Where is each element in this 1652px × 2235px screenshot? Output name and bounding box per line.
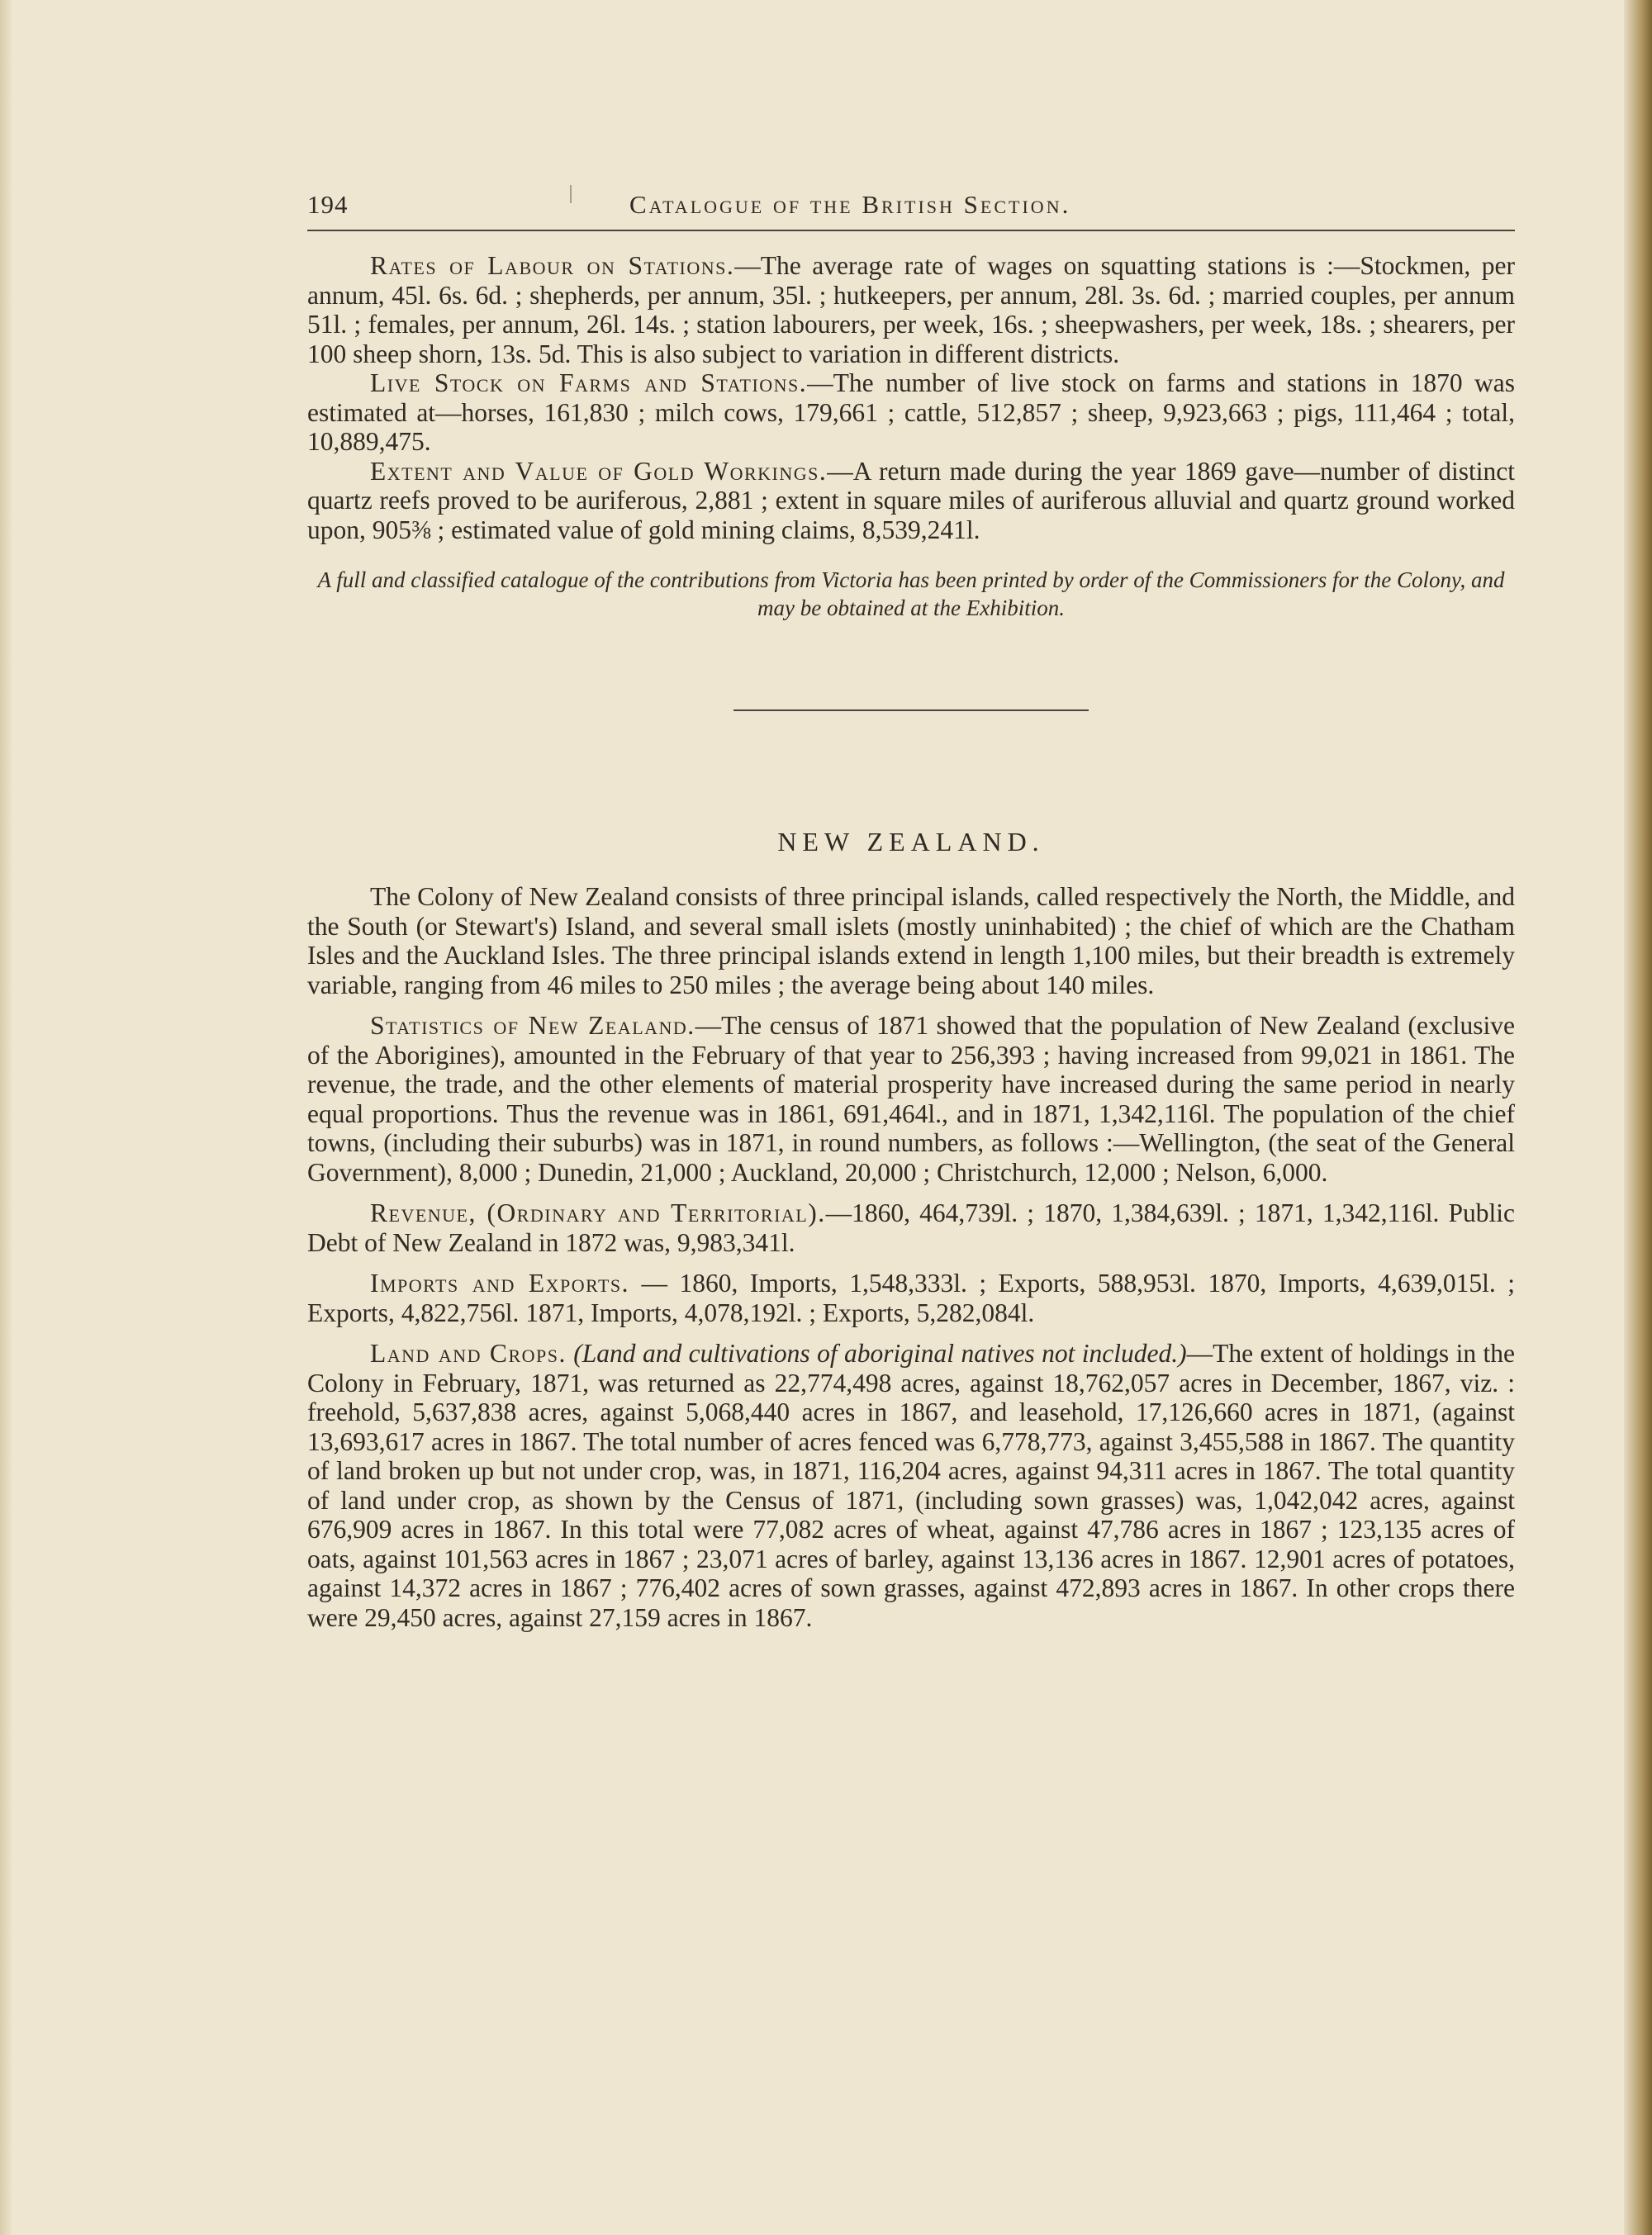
catalogue-note: A full and classified catalogue of the contributions from Victoria has been printed by order of the Commissioners for the Colony, and may be obtained at the Exhibition.	[317, 567, 1505, 620]
land-text: —The extent of holdings in the Colony in February, 1871, was returned as 22,774,498 acres, against 18,762,057 acres in December, 1867, viz. : freehold, 5,637,838 acres, against 5,068,440 acres in 1867, and leasehold, 17,126,660 acres in 1871, (against 13,693,617 acres in 1867. The total number of acres fenced was 6,778,773, against 3,455,588 in 1867. The quantity of land broken up but not under crop, was, in 1871, 116,204 acres, against 94,311 acres in 1867. The total quantity of land under crop, as shown by the Census of 1871, (including sown grasses) was, 1,042,042 acres, against 676,909 acres in 1867. In this total were 77,082 acres of wheat, against 47,786 acres in 1867 ; 123,135 acres of oats, against 101,563 acres in 1867 ; 23,071 acres of barley, against 13,136 acres in 1867. 12,901 acres of potatoes, against 14,372 acres in 1867 ; 776,402 acres of sown grasses, against 472,893 acres in 1867. In other crops there were 29,450 acres, against 27,159 acres in 1867.	[307, 1339, 1515, 1632]
gold-heading: Extent and Value of Gold Workings.	[370, 456, 828, 486]
revenue-heading: Revenue, (Ordinary and Territorial).	[370, 1198, 826, 1227]
page-edge-left	[0, 0, 12, 2235]
new-zealand-section	[307, 882, 1515, 1632]
land-note: (Land and cultivations of aboriginal natives not included.)	[573, 1339, 1187, 1368]
imports-heading: Imports and Exports.	[370, 1269, 629, 1298]
statistics-text: —The census of 1871 showed that the population of New Zealand (exclusive of the Aborigines), amounted in the February of that year to 256,393 ; having increased from 99,021 in 1861. The revenue, the trade, and the other elements of material prosperity have increased during the same period in nearly equal proportions. Thus the revenue was in 1861, 691,464l., and in 1871, 1,342,116l. The population of the chief towns, (including their suburbs) was in 1871, in round numbers, as follows :—Wellington, (the seat of the General Government), 8,000 ; Dunedin, 21,000 ; Auckland, 20,000 ; Christchurch, 12,000 ; Nelson, 6,000.	[307, 1011, 1516, 1187]
page-edge-right	[1624, 0, 1652, 2235]
live-stock-text: —The number of live stock on farms and stations in 1870 was estimated at—horses, 161,830 ; milch cows, 179,661 ; cattle, 512,857 ; sheep, 9,923,663 ; pigs, 111,464 ; total, 10,889,475.	[307, 368, 1516, 456]
imports-paragraph	[307, 1269, 1515, 1327]
revenue-text: —1860, 464,739l. ; 1870, 1,384,639l. ; 1871, 1,342,116l. Public Debt of New Zealand in 1872 was, 9,983,341l.	[307, 1198, 1516, 1257]
live-stock-heading: Live Stock on Farms and Stations.	[370, 368, 808, 397]
statistics-heading: Statistics of New Zealand.	[370, 1011, 695, 1040]
imports-text: — 1860, Imports, 1,548,333l. ; Exports, 588,953l. 1870, Imports, 4,639,015l. ; Exports, 4,822,756l. 1871, Imports, 4,078,192l. ; Exports, 5,282,084l.	[307, 1269, 1515, 1327]
live-stock-paragraph	[307, 368, 1515, 457]
header-divider-mark	[570, 185, 572, 203]
running-title: Catalogue of the British Section.	[629, 190, 1071, 219]
gold-paragraph	[307, 457, 1515, 545]
statistics-paragraph	[307, 1011, 1515, 1187]
page-number: 194	[307, 190, 349, 219]
section-divider	[733, 709, 1089, 711]
labour-heading: Rates of Labour on Stations.	[370, 251, 735, 280]
labour-paragraph	[307, 251, 1515, 368]
page-header	[307, 183, 1515, 231]
land-paragraph	[307, 1339, 1515, 1632]
book-page	[307, 183, 1515, 1644]
new-zealand-title: NEW ZEALAND.	[777, 827, 1045, 857]
intro-paragraph: The Colony of New Zealand consists of three principal islands, called respectively the North, the Middle, and the South (or Stewart's) Island, and several small islets (mostly uninhabited) ; the chief of which are the Chatham Isles and the Auckland Isles. The three principal islands extend in length 1,100 miles, but their breadth is extremely variable, ranging from 46 miles to 250 miles ; the average being about 140 miles.	[307, 882, 1515, 999]
revenue-paragraph	[307, 1198, 1515, 1257]
victoria-section	[307, 251, 1515, 622]
land-heading: Land and Crops.	[370, 1339, 567, 1368]
labour-text: —The average rate of wages on squatting stations is :—Stockmen, per annum, 45l. 6s. 6d. ; shepherds, per annum, 35l. ; hutkeepers, per annum, 28l. 3s. 6d. ; married couples, per annum 51l. ; females, per annum, 26l. 14s. ; station labourers, per week, 16s. ; sheepwashers, per week, 18s. ; shearers, per 100 sheep shorn, 13s. 5d. This is also subject to variation in different districts.	[307, 251, 1515, 368]
gold-text: —A return made during the year 1869 gave—number of distinct quartz reefs proved to be auriferous, 2,881 ; extent in square miles of auriferous alluvial and quartz ground worked upon, 905⅜ ; estimated value of gold mining claims, 8,539,241l.	[307, 456, 1515, 544]
